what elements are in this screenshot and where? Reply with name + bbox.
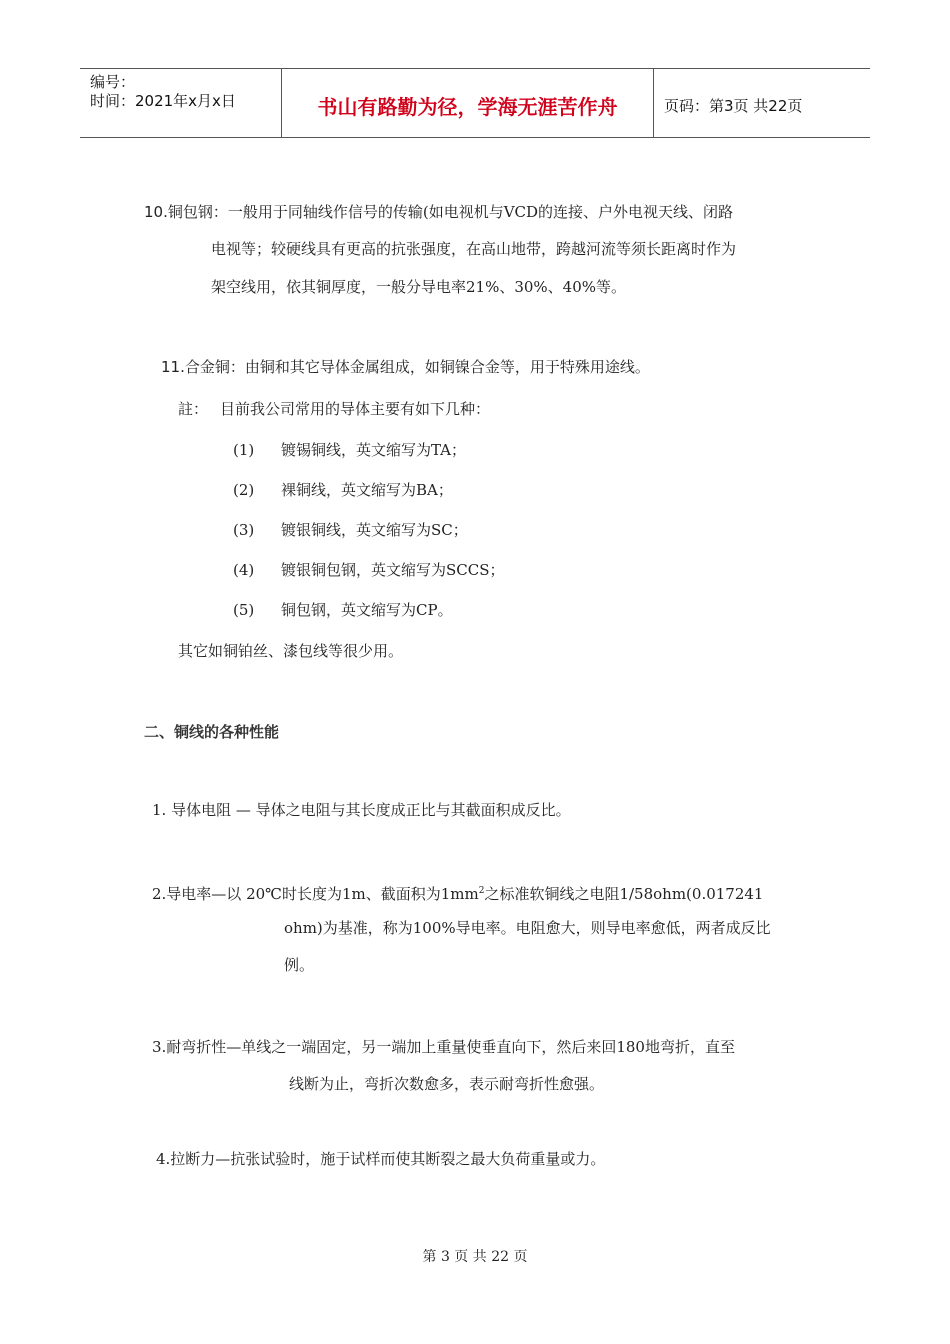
page-header [80,68,870,138]
section-2-para-4: 4.拉断力—抗张试验时，施于试样而使其断裂之最大负荷重量或力。 [156,1150,606,1168]
note-text: 目前我公司常用的导体主要有如下几种： [220,400,491,418]
item-11 [161,356,650,378]
item-11-text: 合金铜：由铜和其它导体金属组成，如铜镍合金等，用于特殊用途线。 [184,358,650,376]
note-item-number: (4) [233,561,255,579]
note-item-number: (5) [233,601,255,619]
section-2-para-3-line2: 线断为止，弯折次数愈多，表示耐弯折性愈强。 [289,1075,605,1093]
header-meta [90,73,236,111]
para-2-superscript: 2 [478,886,485,896]
note-item-text: 铜包钢，英文缩写为CP。 [281,601,453,619]
section-2-para-2-line1 [152,880,763,905]
note-label: 註： [178,400,209,418]
note-item-text: 镀银铜线，英文缩写为SC； [281,521,468,539]
time-label: 时间：2021年x月x日 [90,92,236,110]
item-10-line3: 架空线用，依其铜厚度，一般分导电率21%、30%、40%等。 [211,278,627,296]
item-10-line1 [144,201,733,223]
section-2-para-1: 1. 导体电阻 — 导体之电阻与其长度成正比与其截面积成反比。 [152,801,571,819]
item-10-line2: 电视等；较硬线具有更高的抗张强度，在高山地带，跨越河流等须长距离时作为 [211,240,737,258]
header-page-label: 页码：第3页 共22页 [664,97,803,115]
note-item-text: 裸铜线，英文缩写为BA； [281,481,453,499]
note-item-number: (2) [233,481,255,499]
para-2-text-b: 之标准软铜线之电阻1/58ohm(0.017241 [484,885,764,903]
note-item-text: 镀锡铜线，英文缩写为TA； [281,441,467,459]
header-motto: 书山有路勤为径，学海无涯苦作舟 [317,95,618,119]
note-other: 其它如铜铂丝、漆包线等很少用。 [178,642,404,660]
section-2-para-3-line1: 3.耐弯折性—单线之一端固定，另一端加上重量使垂直向下，然后来回180地弯折，直至 [152,1038,735,1056]
note-item-text: 镀银铜包钢，英文缩写为SCCS； [281,561,505,579]
section-2-para-2-line2: ohm)为基准，称为100%导电率。电阻愈大，则导电率愈低，两者成反比 [284,919,771,937]
section-2-para-2-line3: 例。 [284,956,315,974]
note-item-number: (1) [233,441,255,459]
note-item-number: (3) [233,521,255,539]
header-divider [653,69,654,137]
page-footer: 第 3 页 共 22 页 [422,1249,528,1265]
number-label: 编号： [90,73,136,91]
item-11-number: 11. [161,358,185,376]
item-10-text: 铜包钢：一般用于同轴线作信号的传输(如电视机与VCD的连接、户外电视天线、闭路 [167,203,734,221]
para-2-text-a: 2.导电率—以 20℃时长度为1m、截面积为1mm [152,885,479,903]
item-10-number: 10. [144,203,168,221]
section-2-heading: 二、铜线的各种性能 [144,723,280,741]
